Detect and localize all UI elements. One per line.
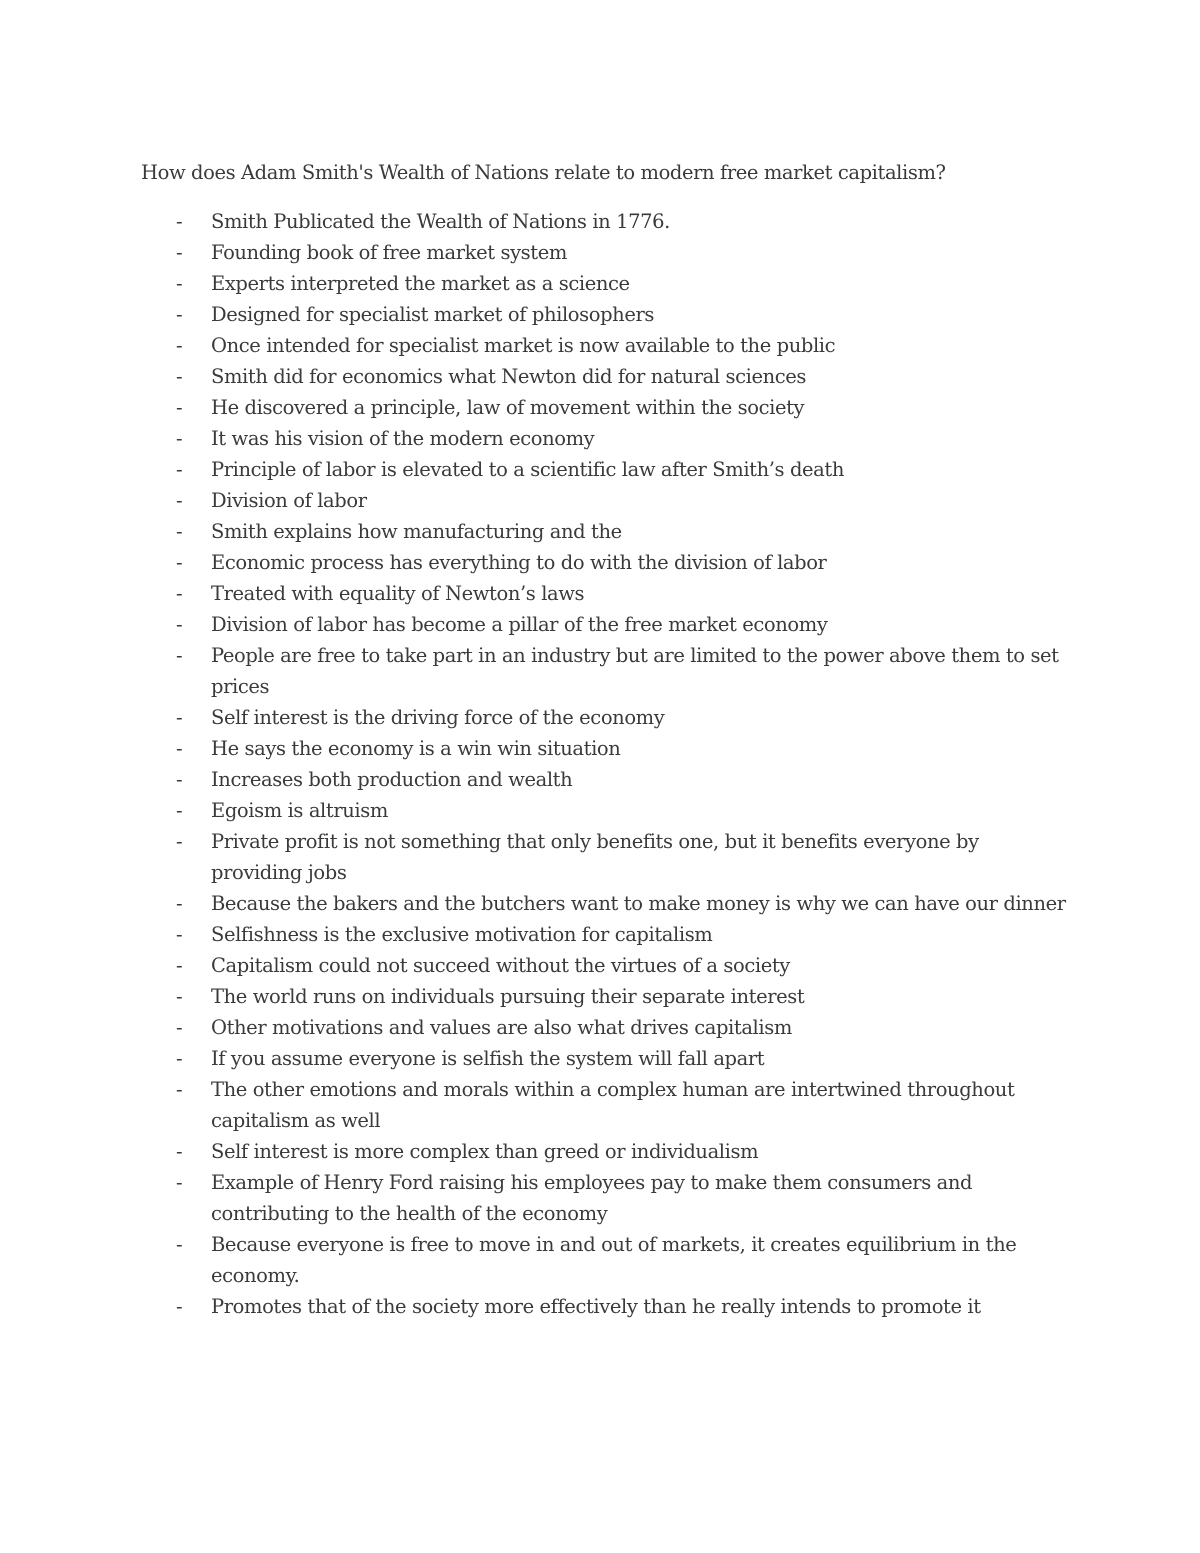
note-text: The world runs on individuals pursuing their separate interest — [211, 985, 805, 1008]
dash-bullet: - — [176, 737, 183, 760]
dash-bullet: - — [176, 551, 183, 574]
dash-bullet: - — [176, 613, 183, 636]
note-item — [0, 609, 1200, 640]
note-text: Because the bakers and the butchers want to make money is why we can have our dinner — [211, 892, 1066, 915]
note-text: Economic process has everything to do with the division of labor — [211, 551, 827, 574]
dash-bullet: - — [176, 272, 183, 295]
dash-bullet: - — [176, 985, 183, 1008]
note-text: Increases both production and wealth — [211, 768, 573, 791]
dash-bullet: - — [176, 210, 183, 233]
note-text: Once intended for specialist market is now available to the public — [211, 334, 836, 357]
note-text: He discovered a principle, law of movement within the society — [211, 396, 805, 419]
dash-bullet: - — [176, 768, 183, 791]
note-item — [0, 950, 1200, 981]
dash-bullet: - — [176, 241, 183, 264]
note-item — [0, 826, 1200, 888]
note-item — [0, 361, 1200, 392]
dash-bullet: - — [176, 1295, 183, 1318]
note-text: It was his vision of the modern economy — [211, 427, 595, 450]
dash-bullet: - — [176, 334, 183, 357]
note-item — [0, 1074, 1200, 1136]
note-item — [0, 299, 1200, 330]
note-text: Smith explains how manufacturing and the — [211, 520, 622, 543]
note-text: Private profit is not something that only benefits one, but it benefits everyone by providing jobs — [211, 830, 979, 884]
dash-bullet: - — [176, 644, 183, 667]
dash-bullet: - — [176, 1171, 183, 1194]
note-text: Capitalism could not succeed without the virtues of a society — [211, 954, 790, 977]
note-text: Self interest is the driving force of the economy — [211, 706, 665, 729]
note-text: Other motivations and values are also what drives capitalism — [211, 1016, 792, 1039]
note-text: Smith did for economics what Newton did for natural sciences — [211, 365, 807, 388]
note-item — [0, 516, 1200, 547]
note-item — [0, 1291, 1200, 1322]
note-text: Experts interpreted the market as a science — [211, 272, 630, 295]
question-heading: How does Adam Smith's Wealth of Nations relate to modern free market capitalism? — [141, 161, 946, 184]
dash-bullet: - — [176, 365, 183, 388]
note-text: If you assume everyone is selfish the system will fall apart — [211, 1047, 765, 1070]
note-item — [0, 702, 1200, 733]
note-item — [0, 888, 1200, 919]
note-item — [0, 423, 1200, 454]
note-text: Egoism is altruism — [211, 799, 388, 822]
note-text: Designed for specialist market of philosophers — [211, 303, 654, 326]
note-text: Smith Publicated the Wealth of Nations in 1776. — [211, 210, 670, 233]
dash-bullet: - — [176, 706, 183, 729]
dash-bullet: - — [176, 799, 183, 822]
dash-bullet: - — [176, 520, 183, 543]
note-item — [0, 795, 1200, 826]
dash-bullet: - — [176, 830, 183, 853]
dash-bullet: - — [176, 396, 183, 419]
dash-bullet: - — [176, 427, 183, 450]
note-item — [0, 237, 1200, 268]
dash-bullet: - — [176, 458, 183, 481]
dash-bullet: - — [176, 303, 183, 326]
note-text: He says the economy is a win win situation — [211, 737, 621, 760]
dash-bullet: - — [176, 1140, 183, 1163]
note-item — [0, 547, 1200, 578]
dash-bullet: - — [176, 954, 183, 977]
note-item — [0, 1043, 1200, 1074]
dash-bullet: - — [176, 1078, 183, 1101]
note-item — [0, 392, 1200, 423]
notes-list — [0, 206, 1200, 1322]
note-text: Division of labor — [211, 489, 367, 512]
note-item — [0, 733, 1200, 764]
dash-bullet: - — [176, 489, 183, 512]
note-text: People are free to take part in an industry but are limited to the power above them to set prices — [211, 644, 1059, 698]
note-text: The other emotions and morals within a complex human are intertwined throughout capitalism as well — [211, 1078, 1015, 1132]
note-item — [0, 1167, 1200, 1229]
note-item — [0, 1136, 1200, 1167]
note-item — [0, 1229, 1200, 1291]
note-text: Selfishness is the exclusive motivation for capitalism — [211, 923, 713, 946]
note-item — [0, 764, 1200, 795]
note-item — [0, 485, 1200, 516]
note-item — [0, 1012, 1200, 1043]
dash-bullet: - — [176, 892, 183, 915]
note-text: Founding book of free market system — [211, 241, 567, 264]
note-text: Self interest is more complex than greed or individualism — [211, 1140, 759, 1163]
note-text: Example of Henry Ford raising his employees pay to make them consumers and contributing to the health of the economy — [211, 1171, 973, 1225]
note-item — [0, 330, 1200, 361]
note-item — [0, 454, 1200, 485]
note-item — [0, 206, 1200, 237]
note-text: Principle of labor is elevated to a scientific law after Smith’s death — [211, 458, 845, 481]
note-item — [0, 919, 1200, 950]
note-item — [0, 578, 1200, 609]
dash-bullet: - — [176, 923, 183, 946]
dash-bullet: - — [176, 582, 183, 605]
note-item — [0, 640, 1200, 702]
note-text: Treated with equality of Newton’s laws — [211, 582, 585, 605]
note-item — [0, 268, 1200, 299]
dash-bullet: - — [176, 1233, 183, 1256]
note-text: Division of labor has become a pillar of the free market economy — [211, 613, 828, 636]
dash-bullet: - — [176, 1016, 183, 1039]
dash-bullet: - — [176, 1047, 183, 1070]
note-text: Because everyone is free to move in and out of markets, it creates equilibrium in the economy. — [211, 1233, 1017, 1287]
note-item — [0, 981, 1200, 1012]
note-text: Promotes that of the society more effectively than he really intends to promote it — [211, 1295, 981, 1318]
